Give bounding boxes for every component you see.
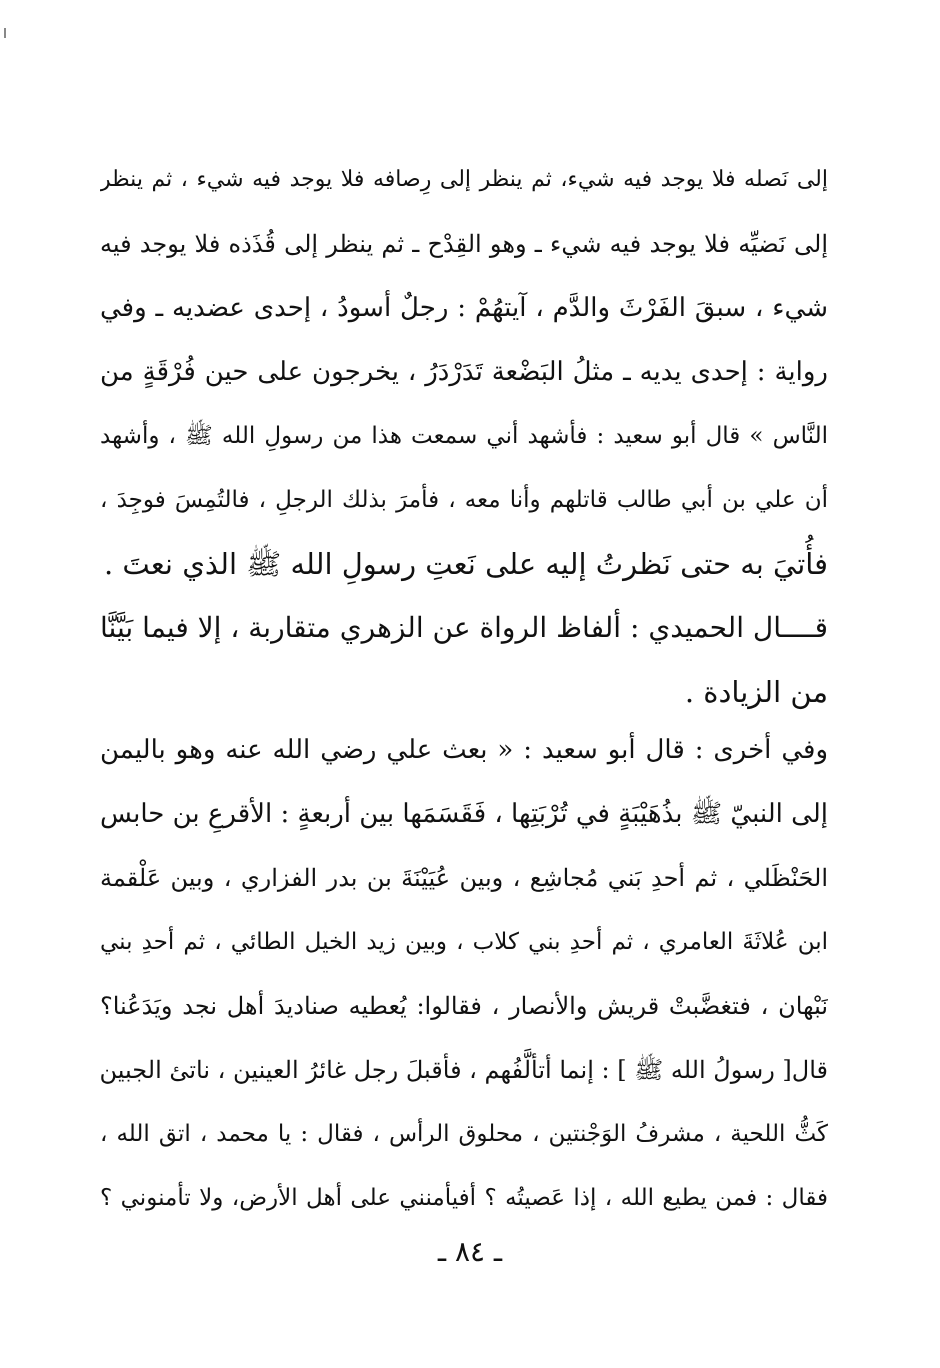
text-line: شيء ، سبقَ الفَرْثَ والدَّم ، آيتهُمْ : رجلٌ أسودُ ، إحدى عضديه ـ وفي <box>100 293 828 323</box>
text-line: إلى نَضيِّه فلا يوجد فيه شيء ـ وهو القِدْح ـ ثم ينظر إلى قُذَذه فلا يوجد فيه <box>100 230 828 258</box>
text-line: إلى النبيّ ﷺ بذُهَيْبَةٍ في تُرْبَتِها ، فَقَسَمَها بين أربعةٍ : الأقرعِ بن حابس <box>100 799 828 829</box>
text-line: ابن عُلاثَةَ العامري ، ثم أحدِ بني كلاب ، وبين زيد الخيل الطائي ، ثم أحدِ بني <box>100 929 828 955</box>
page-number: ـ ٨٤ ـ <box>437 1235 503 1268</box>
text-line: النَّاس » قال أبو سعيد : فأشهد أني سمعت هذا من رسولِ الله ﷺ ، وأشهد <box>100 423 828 449</box>
text-line: فأُتيَ به حتى نَظرتُ إليه على نَعتِ رسولِ الله ﷺ الذي نعتَ . <box>104 547 828 581</box>
text-line: رواية : إحدى يديه ـ مثلُ البَضْعة تَدَرْدَرُ ، يخرجون على حين فُرْقَةٍ من <box>100 357 828 387</box>
text-line: من الزيادة . <box>684 675 828 709</box>
text-line: أن علي بن أبي طالب قاتلهم وأنا معه ، فأمرَ بذلك الرجلِ ، فالتُمِسَ فوجِدَ ، <box>100 487 828 513</box>
text-line: قال[ رسولُ الله ﷺ ] : إنما أتألَّفُهم ، فأقبلَ رجل غائرُ العينين ، ناتئ الجبين <box>100 1056 828 1084</box>
text-line: نَبْهان ، فتغضَّبتْ قريش والأنصار ، فقالوا: يُعطيه صناديدَ أهل نجد ويَدَعُنا؟ <box>100 992 828 1020</box>
text-line: الحَنْظَلي ، ثم أحدِ بَني مُجاشِع ، وبين عُيَيْنَةَ بن بدر الفزاري ، وبين عَلْقمة <box>100 864 828 892</box>
text-line: كَثُّ اللحية ، مشرفُ الوَجْنتين ، محلوق الرأس ، فقال : يا محمد ، اتق الله ، <box>100 1121 828 1147</box>
margin-mark <box>4 28 6 38</box>
text-line: قــــال الحميدي : ألفاظ الرواة عن الزهري متقاربة ، إلا فيما بَيَّنَّا <box>100 611 828 644</box>
text-line: فقال : فمن يطيع الله ، إذا عَصيتُه ؟ أفيأمنني على أهل الأرض، ولا تأمنوني ؟ <box>100 1185 828 1211</box>
paragraph-3 <box>100 718 828 1230</box>
text-line: وفي أخرى : قال أبو سعيد : « بعث علي رضي الله عنه وهو باليمن <box>100 735 828 765</box>
text-line: إلى نَصله فلا يوجد فيه شيء، ثم ينظر إلى رِصافه فلا يوجد فيه شيء ، ثم ينظر <box>100 167 828 192</box>
paragraph-2 <box>100 596 828 724</box>
paragraph-1 <box>100 148 828 596</box>
